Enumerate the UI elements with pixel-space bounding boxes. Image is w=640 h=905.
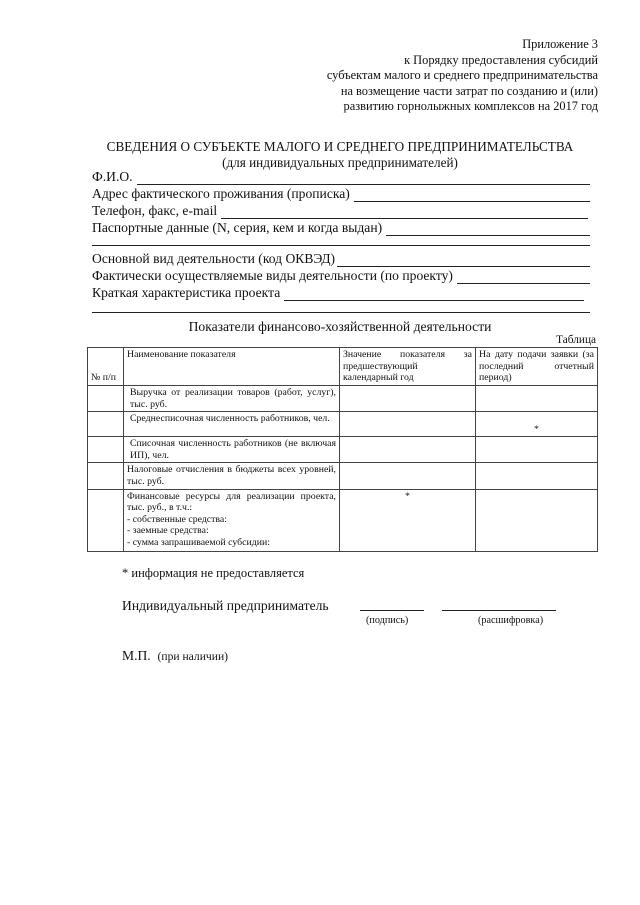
row5-num [88,489,124,551]
header-num-text: № п/п [91,372,117,384]
activities-label: Фактически осуществляемые виды деятельности (по проекту) [92,268,453,283]
project-field[interactable] [92,285,584,301]
row1-date[interactable] [476,386,598,412]
header-num [88,348,124,386]
passport-label: Паспортные данные (N, серия, кем и когда выдан) [92,220,383,235]
row4-name-text: Налоговые отчисления в бюджеты всех уровней, тыс. руб. [127,464,336,487]
passport-line[interactable] [386,223,590,236]
row3-value[interactable] [340,437,476,463]
header-name [124,348,340,386]
table-row [88,463,598,489]
document-title [90,139,590,171]
row4-name [124,463,340,489]
passport-field[interactable] [92,220,590,236]
appendix-line-2: к Порядку предоставления субсидий [404,52,598,67]
address-line[interactable] [354,189,590,202]
okved-field[interactable] [92,251,590,267]
table-row [88,386,598,412]
row2-date[interactable] [476,412,598,437]
row5-sub-subsidy: - сумма запрашиваемой субсидии: [127,536,270,548]
appendix-line-5: развитию горнолыжных комплексов на 2017 год [343,99,598,114]
appendix-line-4: на возмещение части затрат по созданию и (или) [340,83,598,98]
stamp-block [122,648,228,665]
row4-num [88,463,124,489]
signature-line[interactable] [360,609,424,611]
row4-value[interactable] [340,463,476,489]
decode-caption: (расшифровка) [478,615,544,626]
appendix-header [278,37,598,115]
appendix-line-3: субъектам малого и среднего предпринимательства [326,68,598,83]
row1-name [124,386,340,412]
table-label: Таблица [556,334,596,346]
row2-name [124,412,340,437]
table-header-row [88,348,598,386]
activities-line[interactable] [457,271,590,284]
header-name-text: Наименование показателя [127,349,236,360]
fio-field[interactable] [92,169,590,185]
row5-sub-own: - собственные средства: [127,513,228,525]
passport-extra-line[interactable] [92,245,590,246]
section-title: Показатели финансово-хозяйственной деятельности [188,319,492,334]
phone-label: Телефон, факс, e-mail [92,203,218,218]
row3-num [88,437,124,463]
row3-name-text: Списочная численность работников (не включая ИП), чел. [130,438,336,461]
table-row [88,437,598,463]
row1-num [88,386,124,412]
indicators-table [87,347,598,552]
footnote: * информация не предоставляется [122,566,305,580]
header-value-text: Значение показателя за предшествующий календарный год [343,349,472,384]
fio-label: Ф.И.О. [92,169,133,184]
header-date-text: На дату подачи заявки (за последний отчетный период) [479,349,594,384]
row3-date[interactable] [476,437,598,463]
row5-name-text: Финансовые ресурсы для реализации проекта, тыс. руб., в т.ч.: [127,490,336,514]
row3-name [124,437,340,463]
okved-label: Основной вид деятельности (код ОКВЭД) [92,251,336,266]
table-row [88,489,598,551]
address-label: Адрес фактического проживания (прописка) [92,186,350,201]
decode-line[interactable] [442,609,556,611]
okved-line[interactable] [337,254,590,267]
row2-name-text: Среднесписочная численность работников, чел. [130,413,330,425]
project-line[interactable] [284,288,584,301]
phone-field[interactable] [92,203,588,219]
document-title-sub: (для индивидуальных предпринимателей) [222,155,458,170]
stamp-label: М.П. [122,648,151,663]
activities-field[interactable] [92,268,590,284]
header-value [340,348,476,386]
appendix-number: Приложение 3 [522,37,598,51]
row2-value[interactable] [340,412,476,437]
row1-value[interactable] [340,386,476,412]
row5-sub-borrowed: - заемные средства: [127,525,209,537]
phone-line[interactable] [221,206,588,219]
entrepreneur-label: Индивидуальный предприниматель [122,598,329,613]
project-label: Краткая характеристика проекта [92,285,281,300]
address-field[interactable] [92,186,590,202]
fio-line[interactable] [137,172,590,185]
project-extra-line[interactable] [92,312,590,313]
header-date [476,348,598,386]
stamp-note: (при наличии) [157,650,229,663]
row2-num [88,412,124,437]
row5-name [124,489,340,551]
row5-date[interactable] [476,489,598,551]
signature-caption: (подпись) [366,615,409,626]
table-row [88,412,598,437]
row1-name-text: Выручка от реализации товаров (работ, услуг), тыс. руб. [130,387,336,410]
row4-date[interactable] [476,463,598,489]
document-title-main: СВЕДЕНИЯ О СУБЪЕКТЕ МАЛОГО И СРЕДНЕГО ПРЕДПРИНИМАТЕЛЬСТВА [106,139,574,154]
row5-value-mark: * [405,490,410,502]
row2-date-mark: * [534,423,539,435]
row5-value[interactable] [340,489,476,551]
